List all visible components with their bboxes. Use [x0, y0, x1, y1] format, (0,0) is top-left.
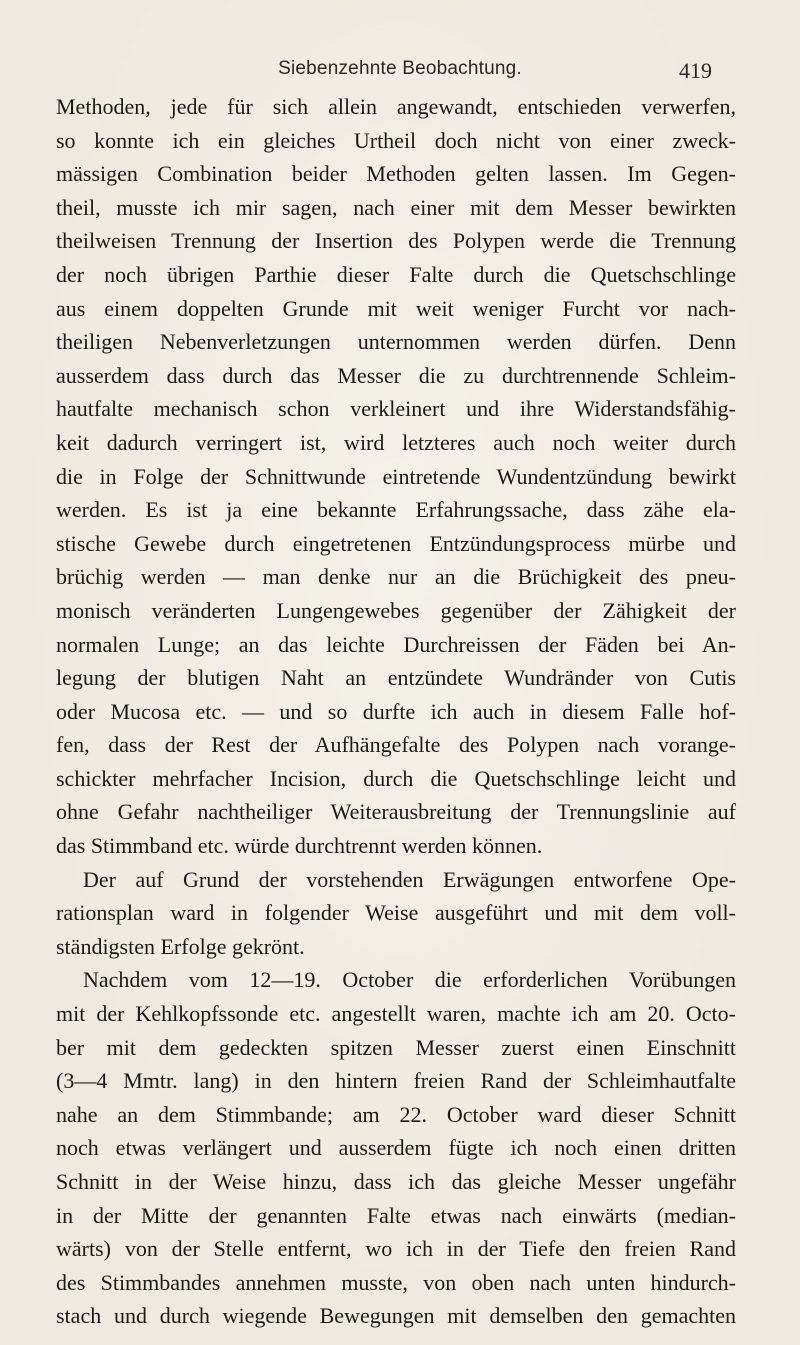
text-line: stach und durch wiegende Bewegungen mit demselben den gemachten — [56, 1303, 736, 1329]
text-line: wärts) von der Stelle entfernt, wo ich in der Tiefe den freien Rand — [56, 1236, 736, 1262]
page-number: 419 — [679, 58, 712, 83]
text-line: rationsplan ward in folgender Weise ausgeführt und mit dem voll- — [56, 900, 736, 926]
running-head — [0, 56, 800, 86]
text-line: legung der blutigen Naht an entzündete Wundränder von Cutis — [56, 665, 736, 691]
text-line: ber mit dem gedeckten spitzen Messer zuerst einen Einschnitt — [56, 1034, 736, 1060]
text-line: brüchig werden — man denke nur an die Brüchigkeit des pneu- — [56, 564, 736, 590]
text-line: fen, dass der Rest der Aufhängefalte des Polypen nach vorange- — [56, 732, 736, 758]
text-line: Nachdem vom 12—19. October die erforderlichen Vorübungen — [83, 967, 736, 993]
text-line: schickter mehrfacher Incision, durch die Quetschschlinge leicht und — [56, 765, 736, 791]
running-title: Siebenzehnte Beobachtung. — [278, 58, 522, 79]
text-line: ausserdem dass durch das Messer die zu durchtrennende Schleim- — [56, 362, 736, 388]
text-line: nahe an dem Stimmbande; am 22. October ward dieser Schnitt — [56, 1101, 736, 1127]
text-line: Schnitt in der Weise hinzu, dass ich das gleiche Messer ungefähr — [56, 1169, 736, 1194]
text-line: ohne Gefahr nachtheiliger Weiterausbreitung der Trennungslinie auf — [56, 799, 736, 825]
text-line: aus einem doppelten Grunde mit weit weniger Furcht vor nach- — [56, 295, 736, 321]
text-line: ständigsten Erfolge gekrönt. — [56, 933, 305, 959]
text-line: theilweisen Trennung der Insertion des Polypen werde die Trennung — [56, 228, 736, 254]
text-line: die in Folge der Schnittwunde eintretende Wundentzündung bewirkt — [56, 463, 736, 489]
text-line: hautfalte mechanisch schon verkleinert und ihre Widerstandsfähig- — [56, 396, 736, 422]
text-line: in der Mitte der genannten Falte etwas nach einwärts (median- — [56, 1202, 736, 1228]
text-line: mässigen Combination beider Methoden gelten lassen. Im Gegen- — [56, 161, 736, 187]
text-line: monisch veränderten Lungengewebes gegenüber der Zähigkeit der — [56, 597, 736, 623]
body-text — [56, 90, 736, 1333]
text-line: noch etwas verlängert und ausserdem fügte ich noch einen dritten — [56, 1135, 736, 1161]
text-line: keit dadurch verringert ist, wird letzteres auch noch weiter durch — [56, 429, 736, 455]
text-line: so konnte ich ein gleiches Urtheil doch nicht von einer zweck- — [56, 127, 736, 153]
text-line: Methoden, jede für sich allein angewandt, entschieden verwerfen, — [56, 94, 736, 119]
text-line: des Stimmbandes annehmen musste, von oben nach unten hindurch- — [56, 1269, 736, 1295]
text-line: werden. Es ist ja eine bekannte Erfahrungssache, dass zähe ela- — [56, 497, 736, 523]
text-line: das Stimmband etc. würde durchtrennt werden können. — [56, 833, 543, 859]
text-line: Der auf Grund der vorstehenden Erwägungen entworfene Ope- — [83, 866, 736, 892]
text-line: der noch übrigen Parthie dieser Falte durch die Quetschschlinge — [56, 261, 736, 287]
text-line: normalen Lunge; an das leichte Durchreissen der Fäden bei An- — [56, 631, 736, 657]
text-line: (3—4 Mmtr. lang) in den hintern freien Rand der Schleimhautfalte — [56, 1068, 736, 1094]
text-line: mit der Kehlkopfssonde etc. angestellt waren, machte ich am 20. Octo- — [56, 1001, 736, 1027]
text-line: theiligen Nebenverletzungen unternommen werden dürfen. Denn — [56, 329, 736, 355]
text-line: theil, musste ich mir sagen, nach einer mit dem Messer bewirkten — [56, 194, 736, 220]
text-line: stische Gewebe durch eingetretenen Entzündungsprocess mürbe und — [56, 530, 736, 556]
text-line: oder Mucosa etc. — und so durfte ich auch in diesem Falle hof- — [56, 698, 736, 724]
